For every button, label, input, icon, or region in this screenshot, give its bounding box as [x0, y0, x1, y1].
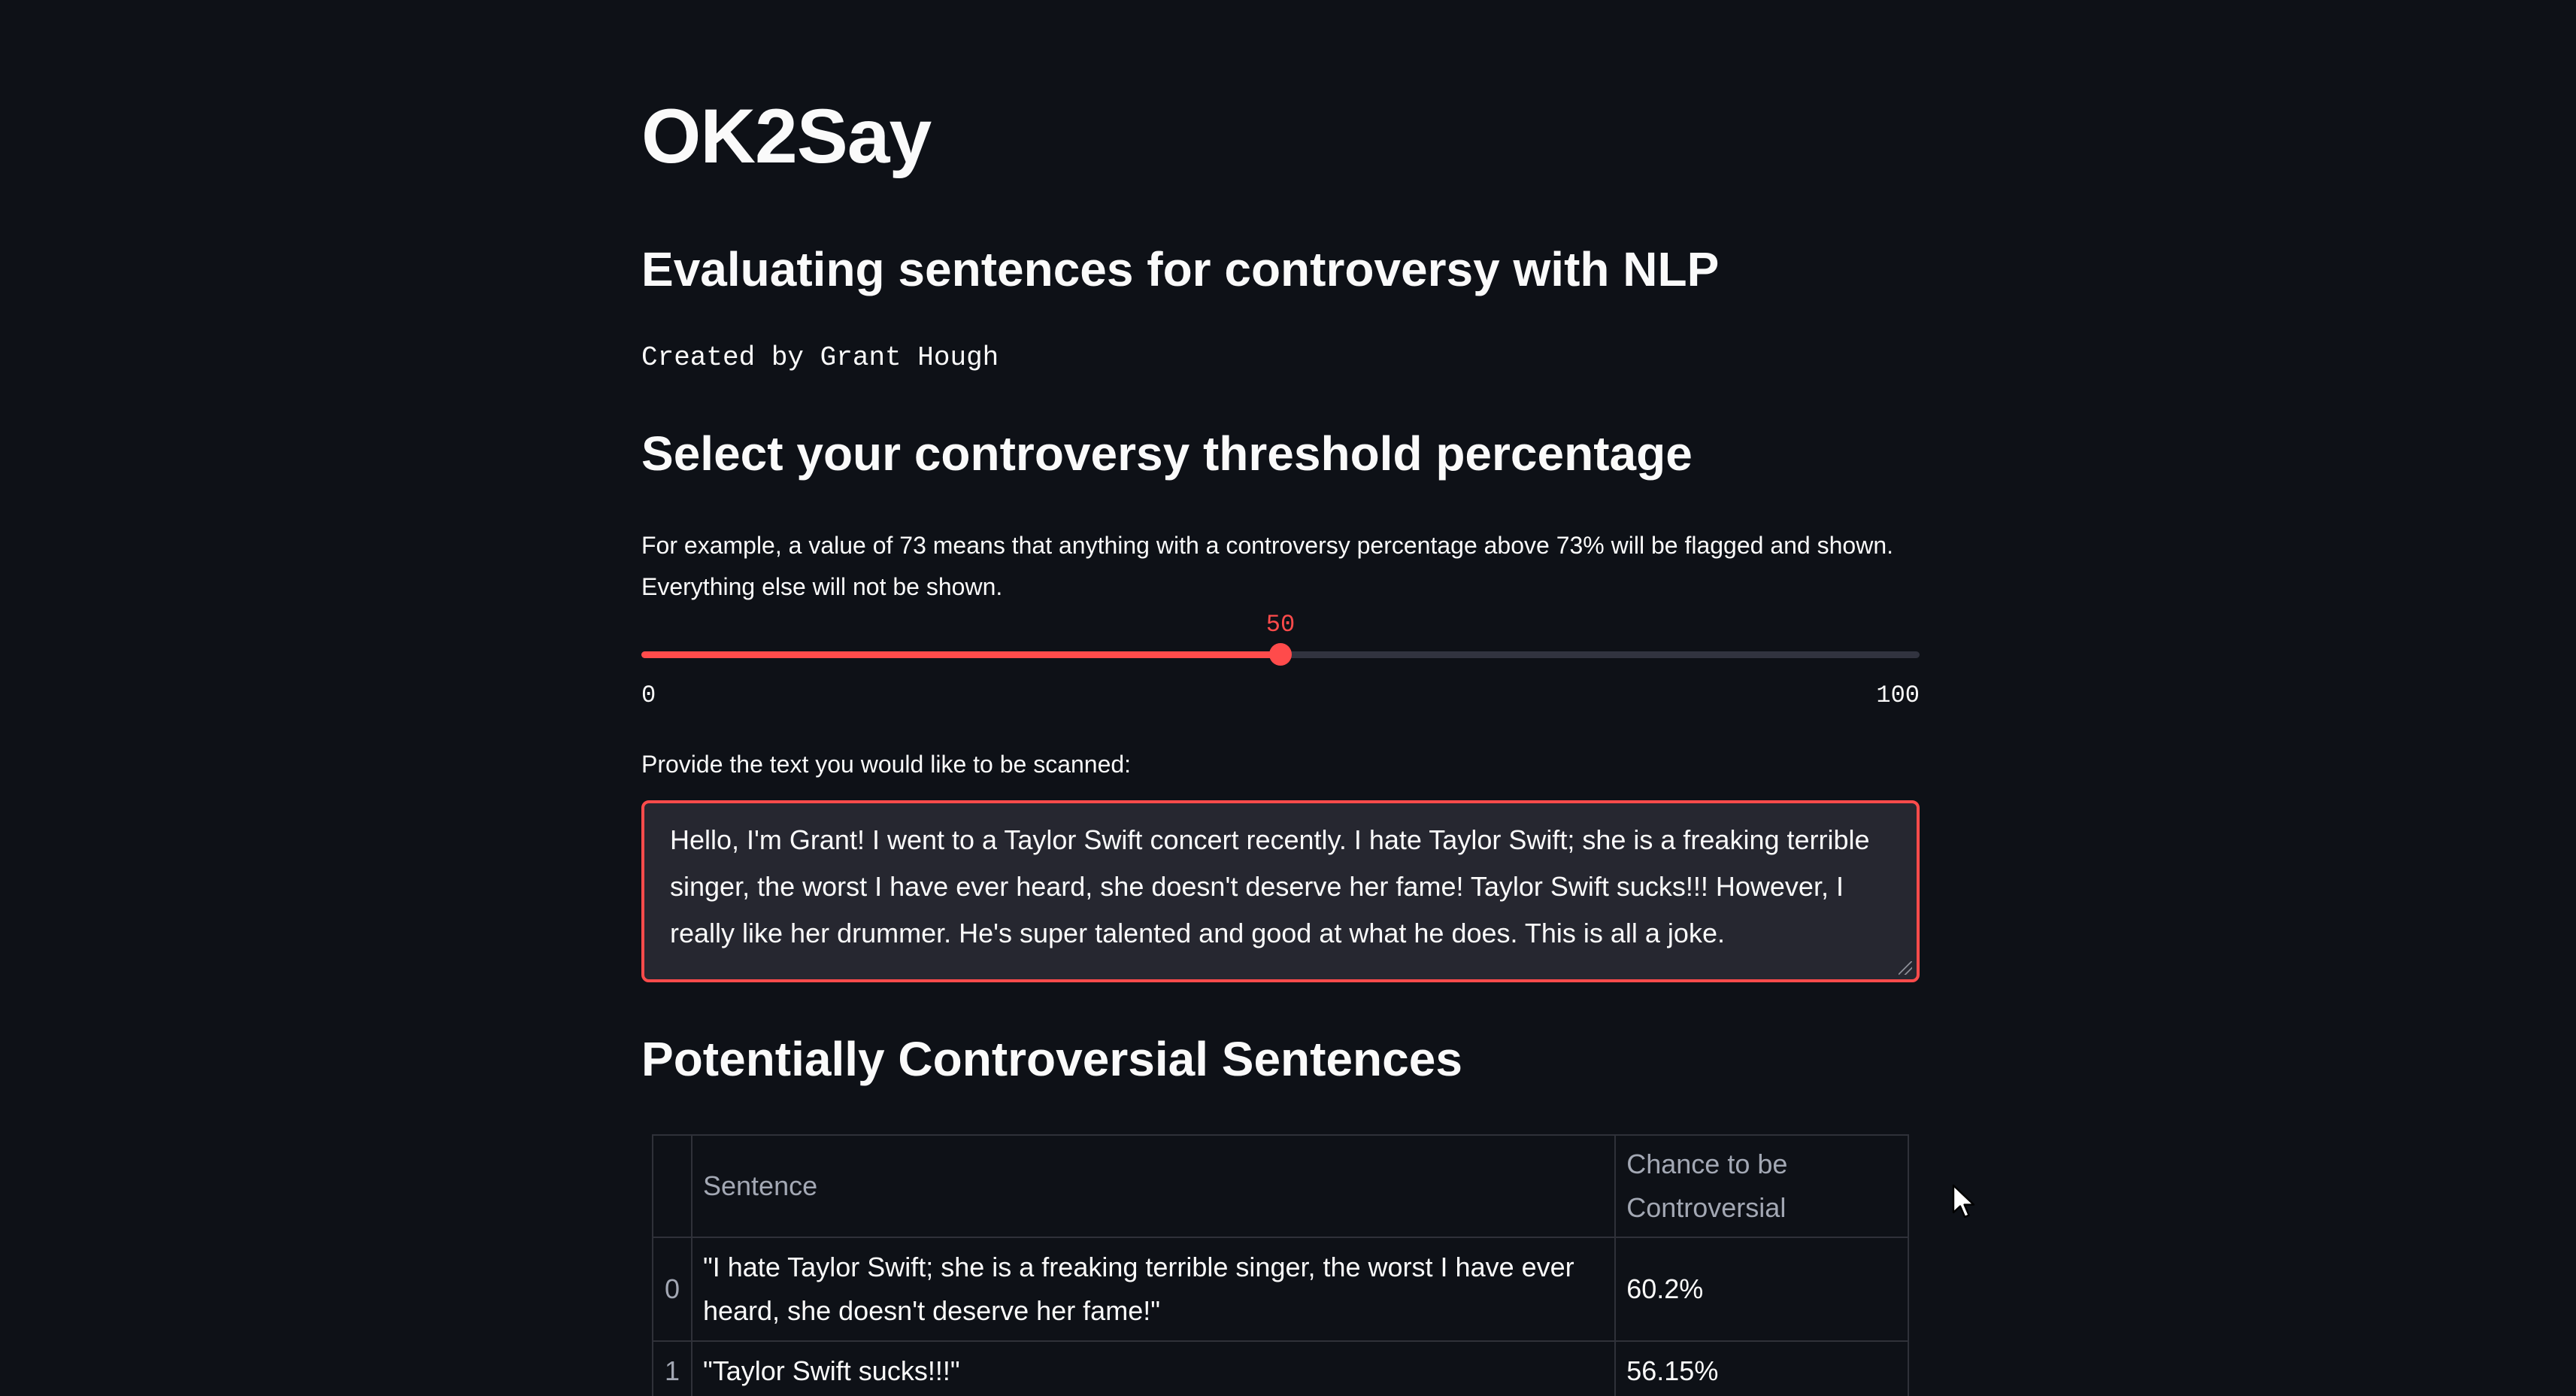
row-chance: 60.2%	[1615, 1237, 1908, 1341]
row-chance: 56.15%	[1615, 1341, 1908, 1396]
slider-value-text: 50	[1265, 611, 1296, 639]
row-index: 0	[653, 1237, 692, 1341]
text-input-value: Hello, I'm Grant! I went to a Taylor Swift concert recently. I hate Taylor Swift; she is a freaking terrible singer, the worst I have ever heard, she doesn't deserve her fame! Taylor Swift sucks!!! However, I really like her drummer. He's super talented and good at what he does. This is all a joke.	[670, 824, 1870, 948]
threshold-help-line-1: For example, a value of 73 means that anything with a controversy percentage above 73% will be flagged and shown.	[641, 532, 1893, 559]
threshold-slider[interactable]	[641, 651, 1920, 658]
page-title: OK2Say	[641, 93, 932, 179]
chance-column-header[interactable]: Chance to be Controversial	[1615, 1135, 1908, 1237]
mouse-pointer-icon	[1952, 1184, 1977, 1220]
resize-handle-icon[interactable]	[1899, 961, 1912, 975]
slider-max-label: 100	[1876, 681, 1920, 709]
page-subtitle: Evaluating sentences for controversy with NLP	[641, 242, 1720, 296]
row-sentence: "Taylor Swift sucks!!!"	[692, 1341, 1615, 1396]
threshold-help-line-2: Everything else will not be shown.	[641, 573, 1003, 600]
threshold-heading: Select your controversy threshold percentage	[641, 426, 1693, 481]
row-index: 1	[653, 1341, 692, 1396]
threshold-help-text	[641, 525, 1920, 608]
row-sentence: "I hate Taylor Swift; she is a freaking terrible singer, the worst I have ever heard, she doesn't deserve her fame!"	[692, 1237, 1615, 1341]
results-table	[652, 1134, 1909, 1396]
text-input-label: Provide the text you would like to be scanned:	[641, 751, 1132, 778]
slider-thumb[interactable]	[1269, 643, 1292, 666]
author-credit: Created by Grant Hough	[641, 342, 999, 373]
slider-min-label: 0	[641, 681, 656, 709]
index-column-header[interactable]	[653, 1135, 692, 1237]
sentence-column-header[interactable]: Sentence	[692, 1135, 1615, 1237]
text-input-area[interactable]	[641, 800, 1920, 982]
results-heading: Potentially Controversial Sentences	[641, 1032, 1462, 1086]
table-row	[653, 1341, 1908, 1396]
table-header-row	[653, 1135, 1908, 1237]
slider-fill	[641, 651, 1280, 658]
table-row	[653, 1237, 1908, 1341]
